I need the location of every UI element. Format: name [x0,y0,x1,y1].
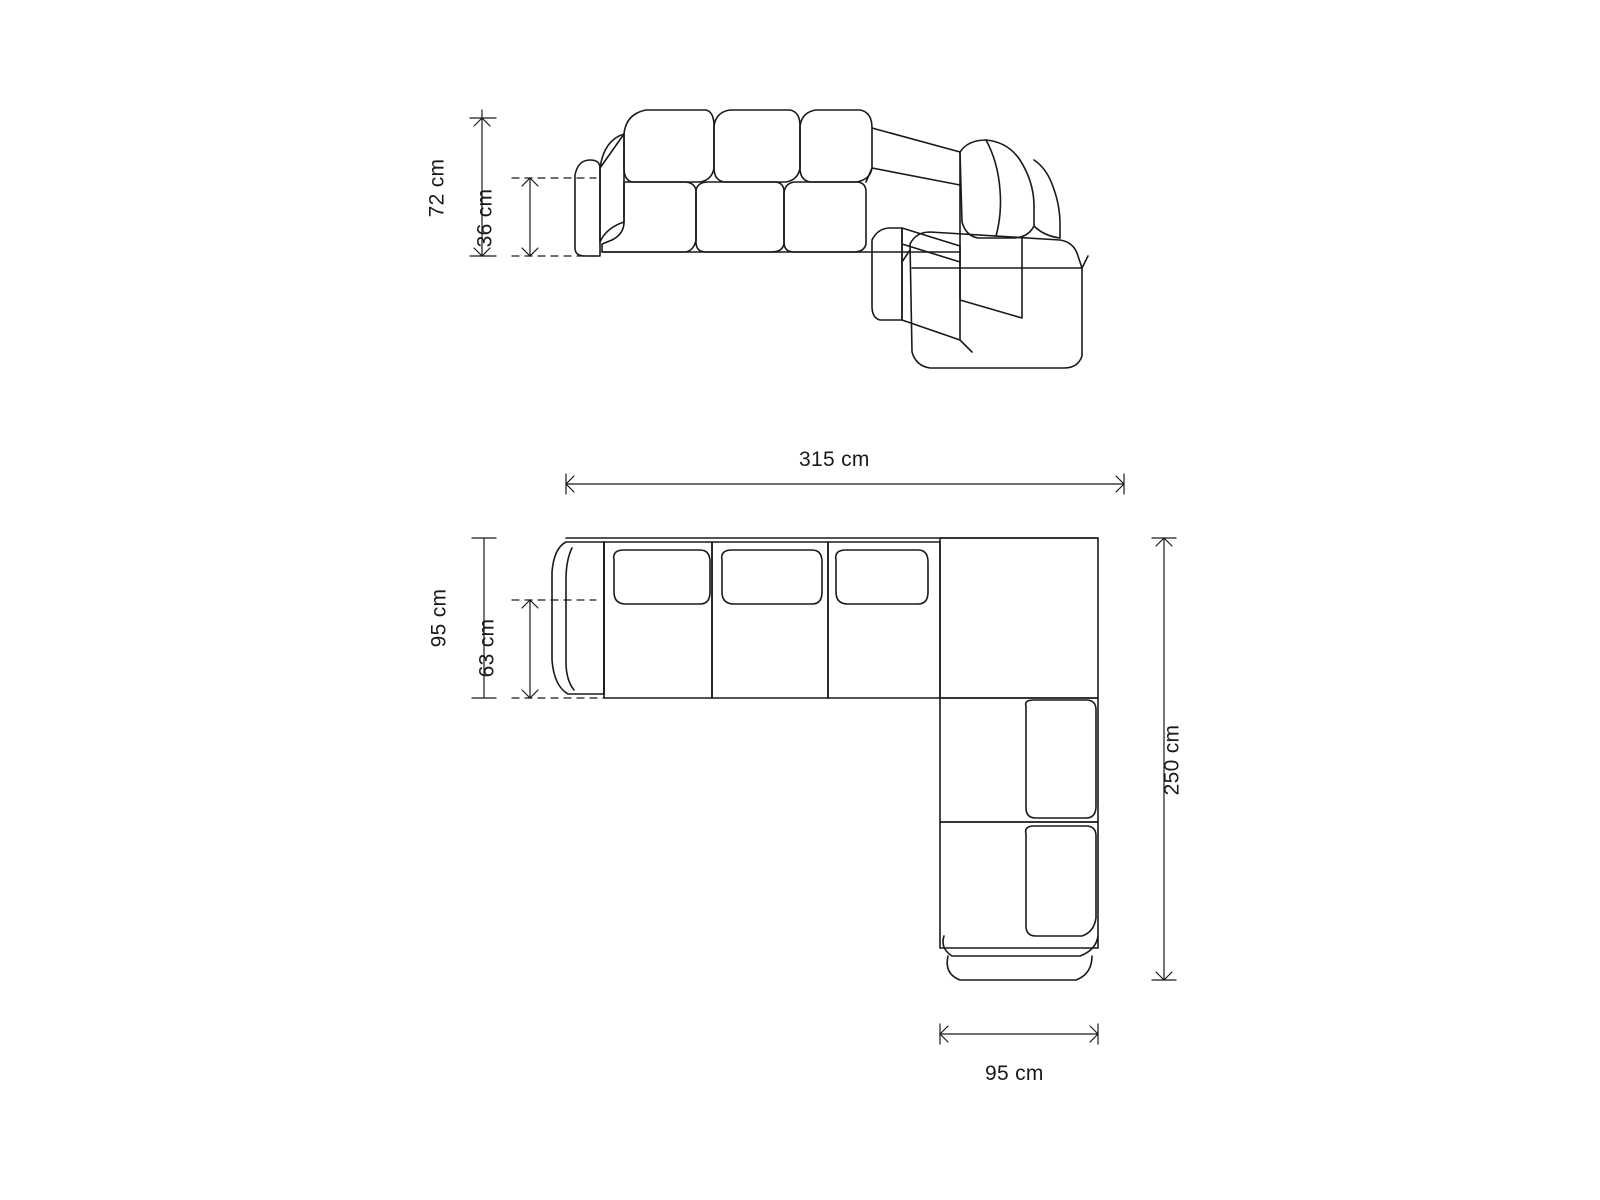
dimension-label-seat-height: 36 cm [473,188,497,248]
dimension-label-chaise-width: 95 cm [985,1062,1044,1085]
dimension-label-height-total: 72 cm [425,158,449,218]
dimension-label-width-total: 315 cm [799,448,870,471]
dimension-label-depth-total: 250 cm [1160,724,1184,796]
plan-view-dimensions [472,474,1176,1044]
side-perspective-sofa [575,110,1088,368]
dimension-label-seat-depth: 63 cm [475,618,499,678]
top-plan-sofa [552,538,1098,980]
dimension-label-module-depth: 95 cm [427,588,451,648]
